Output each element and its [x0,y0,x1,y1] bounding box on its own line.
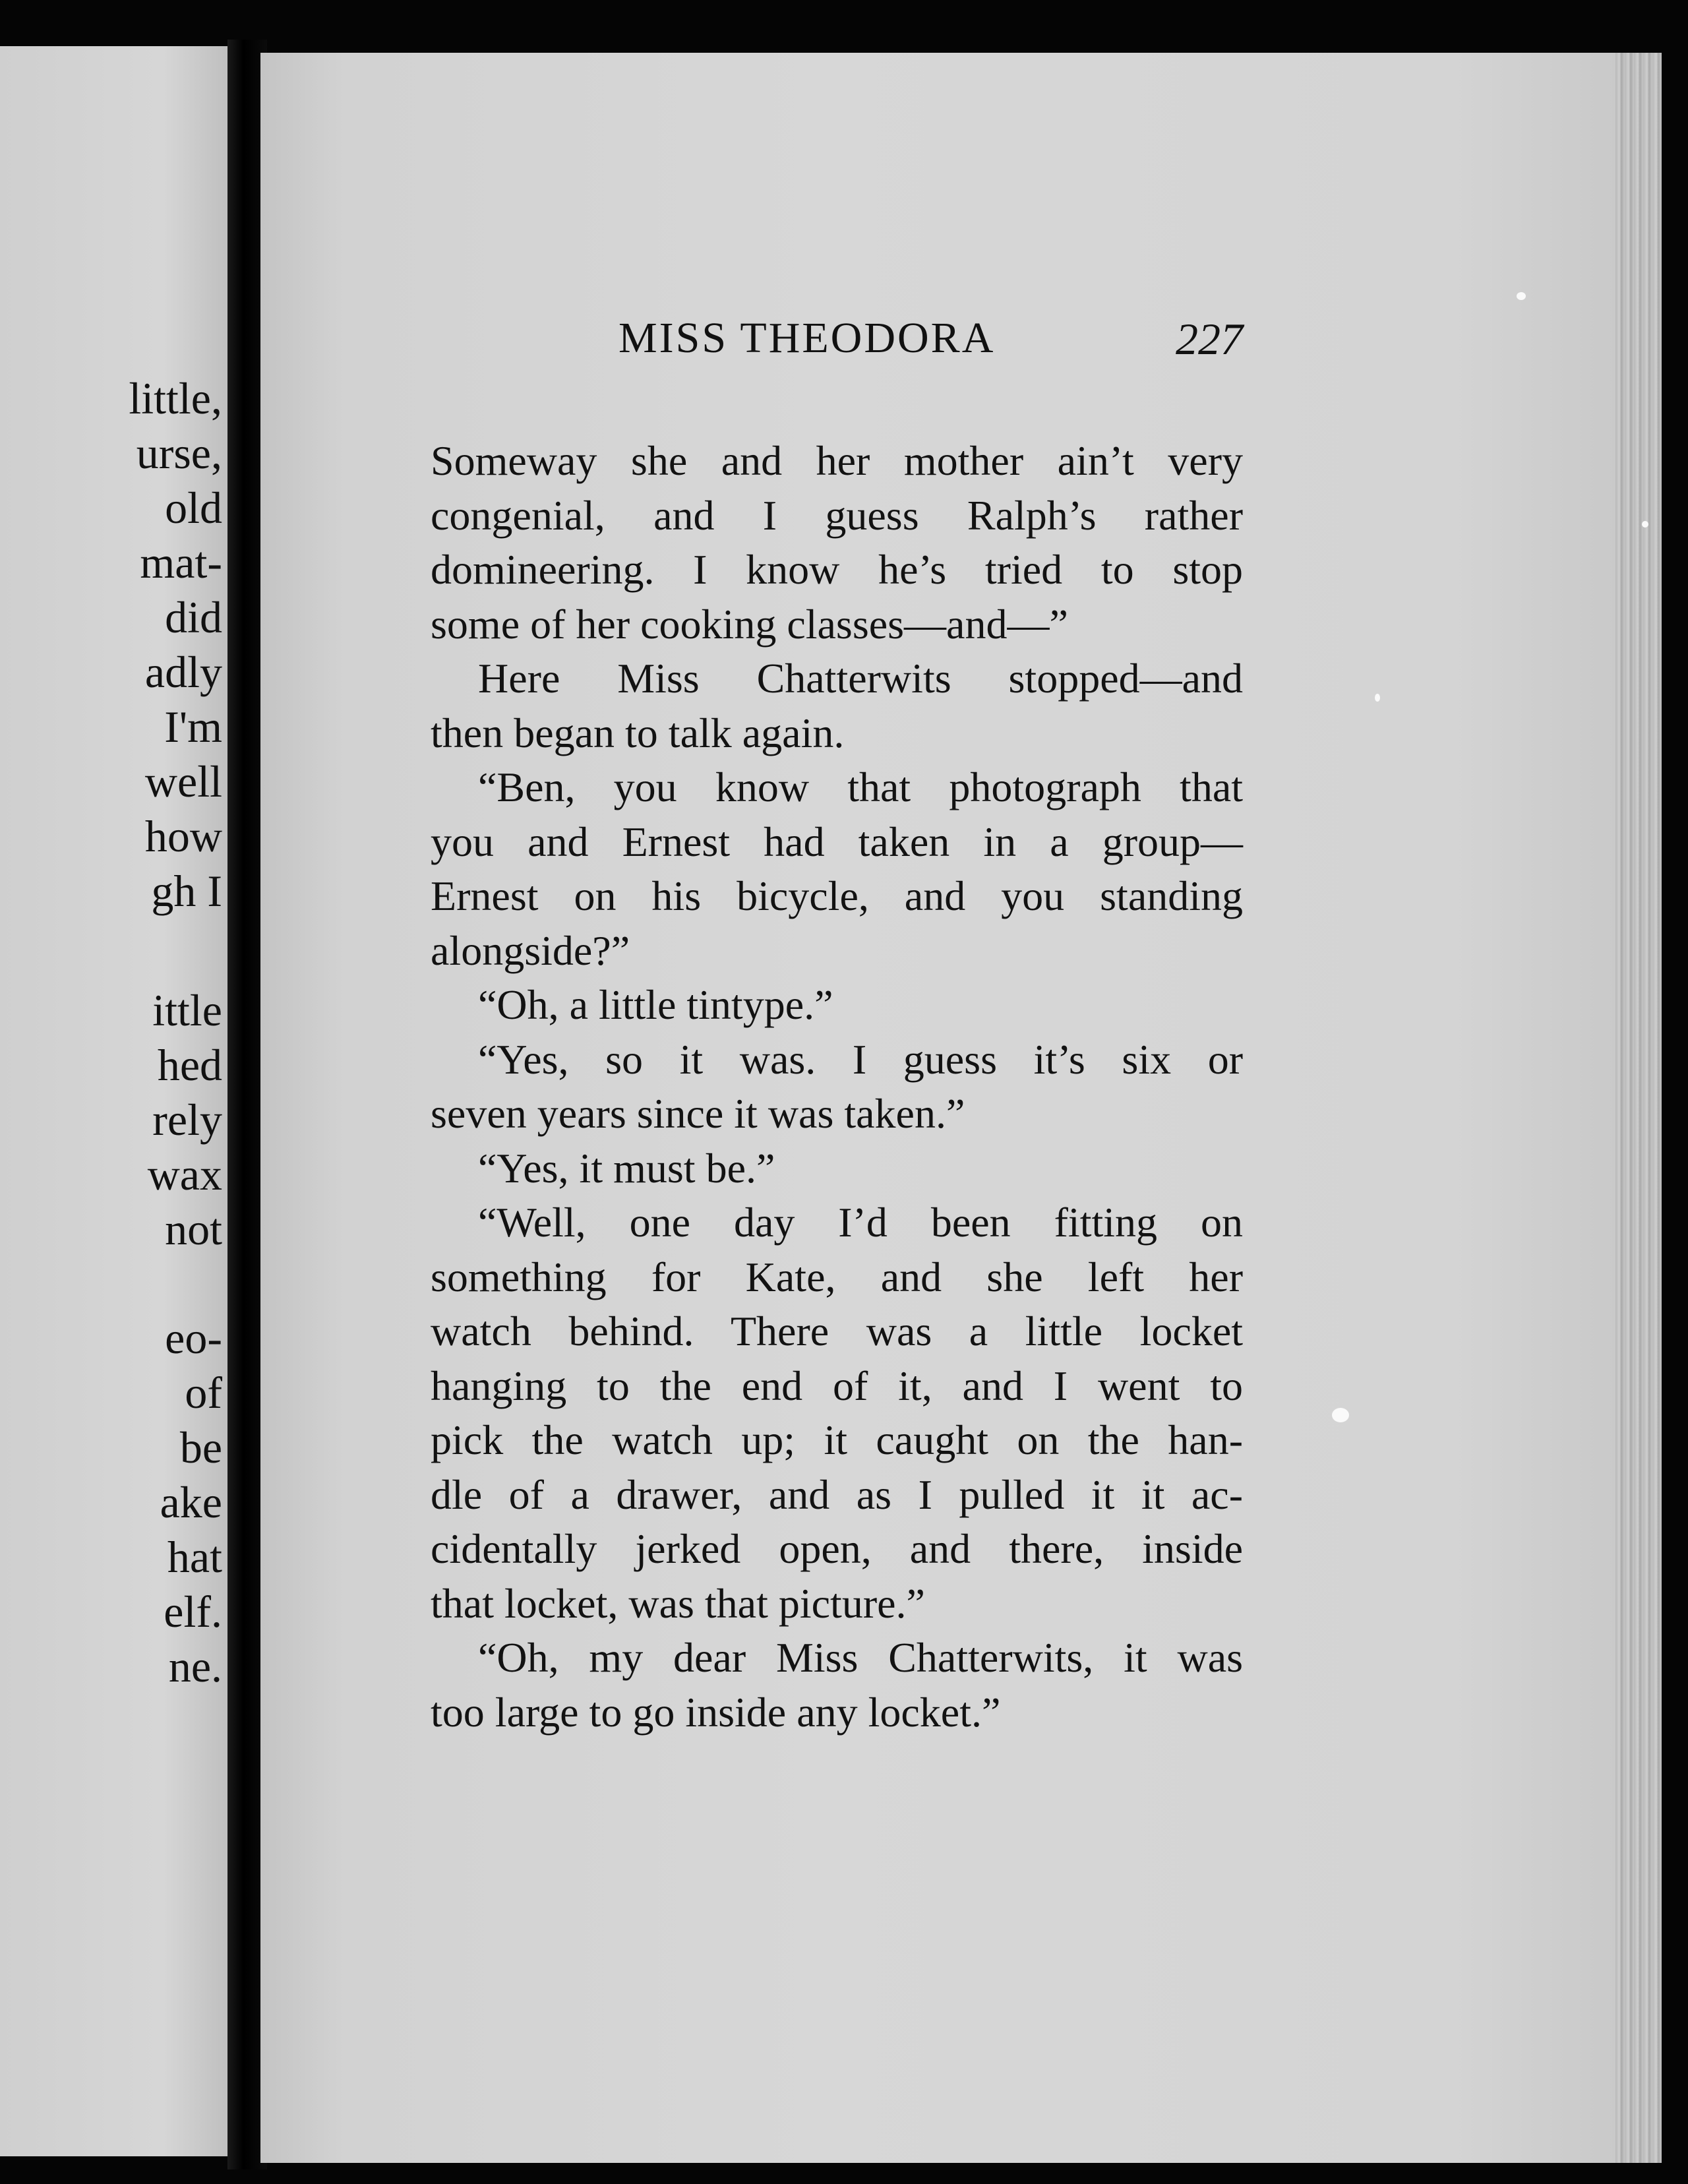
text-line: some of her cooking classes—and—” [431,600,1068,648]
text-line: “Ben, you know that photograph that [478,764,1243,810]
text-line: “Yes, it must be.” [478,1144,775,1192]
left-page-line: eo- [165,1313,222,1363]
text-line: that locket, was that picture.” [431,1579,925,1627]
text-line: watch behind. There was a little locket [431,1308,1243,1354]
left-page-line: rely [152,1095,222,1145]
left-page-line: not [165,1204,222,1254]
text-line: pick the watch up; it caught on the han- [431,1416,1243,1463]
left-page-line: hed [157,1040,222,1090]
left-page-line: little, [129,373,222,423]
text-line: alongside?” [431,926,630,974]
text-line: then began to talk again. [431,709,845,756]
text-line: “Oh, a little tintype.” [478,981,833,1028]
text-line: cidentally jerked open, and there, inside [431,1525,1243,1572]
left-page-line: did [165,592,222,642]
left-page-line: well [144,756,222,806]
book-page-right [260,53,1662,2163]
left-page-line: mat- [140,537,222,588]
text-line: Someway she and her mother ain’t very [431,437,1243,484]
page-number: 227 [1176,314,1243,364]
left-page-line: gh I [151,866,222,916]
text-line: “Yes, so it was. I guess it’s six or [478,1035,1243,1083]
text-line: “Oh, my dear Miss Chatterwits, it was [478,1634,1243,1681]
left-page-line: adly [144,647,222,697]
body-text [431,434,1243,1740]
text-line: congenial, and I guess Ralph’s rather [431,491,1243,539]
left-page-line: ake [160,1477,222,1527]
text-line: “Well, one day I’d been fitting on [478,1199,1243,1246]
left-page-line: of [185,1368,222,1418]
text-line: you and Ernest had taken in a group— [431,818,1243,865]
left-page-line: be [179,1422,222,1472]
facing-page-left [0,46,234,2156]
left-page-line: urse, [136,428,222,478]
text-line: seven years since it was taken.” [431,1090,965,1137]
left-page-line: ittle [152,985,222,1035]
text-line: domineering. I know he’s tried to stop [431,546,1243,593]
scan-speck [1642,521,1648,528]
scan-speck [1375,694,1380,702]
scan-speck [1332,1408,1349,1422]
scan-speck [1517,292,1526,300]
left-page-line: I'm [164,702,222,752]
left-page-line: hat [167,1532,222,1582]
text-line: Ernest on his bicycle, and you standing [431,872,1243,919]
running-title: MISS THEODORA [618,314,996,362]
running-head [260,313,1662,379]
text-line: Here Miss Chatterwits stopped—and [478,655,1243,702]
left-page-line: how [144,811,222,861]
text-line: dle of a drawer, and as I pulled it it ac- [431,1471,1243,1518]
left-page-line: wax [147,1149,222,1199]
left-page-line: ne. [168,1641,222,1691]
text-line: hanging to the end of it, and I went to [431,1362,1243,1409]
text-line: too large to go inside any locket.” [431,1688,1001,1736]
left-page-line: elf. [164,1587,222,1637]
left-page-line: old [165,483,222,533]
text-line: something for Kate, and she left her [431,1253,1243,1300]
